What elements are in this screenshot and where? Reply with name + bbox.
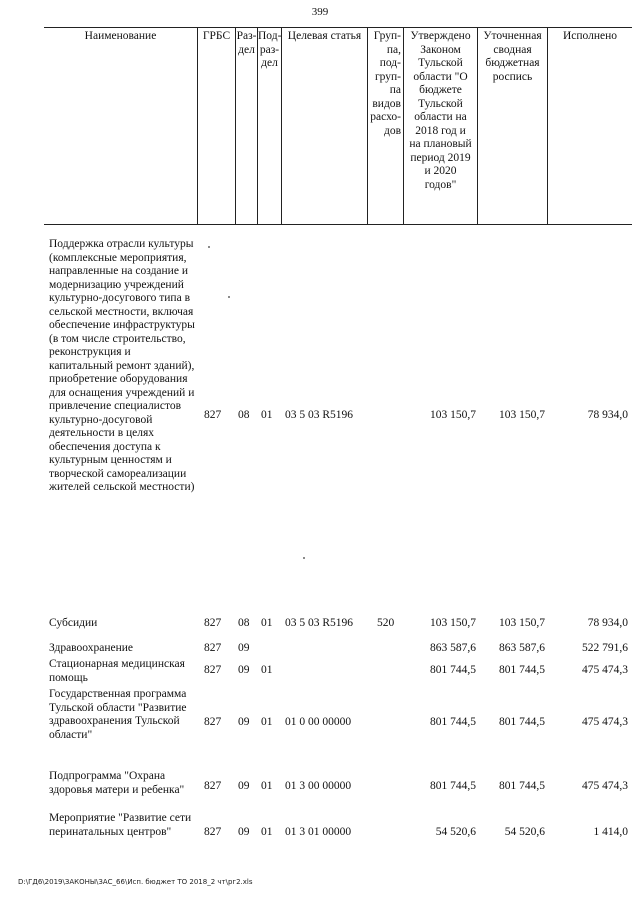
header-utochnennaya (478, 28, 548, 224)
header-ispolneno (548, 28, 632, 224)
row-ispolneno: 475 474,3 (582, 716, 628, 728)
page-number: 399 (311, 6, 329, 18)
header-tselevaya (282, 28, 368, 224)
file-path-footer: D:\ГД6\2019\ЗАКОНЫ\ЗАС_66\Исп. бюджет ТО 2018_2 чт\рг2.xls (18, 878, 253, 886)
row-name: Подпрограмма "Охрана здоровья матери и ребенка" (49, 770, 185, 796)
header-utverzhdeno-line: Законом (420, 43, 461, 56)
row-tselevaya: 03 5 03 R5196 (285, 409, 354, 421)
header-utverzhdeno-line: Утверждено (410, 30, 471, 42)
header-utverzhdeno-line: Тульской (418, 57, 463, 69)
header-utochnennaya-line: роспись (492, 70, 533, 83)
row-name: Государственная программа Тульской области "Развитие здравоохранения Тульской области" (49, 688, 187, 741)
row-tselevaya: 01 3 01 00000 (285, 826, 352, 838)
header-podrazdel (258, 28, 282, 224)
header-grbs (198, 28, 236, 224)
header-name (44, 28, 198, 224)
row-ispolneno: 522 791,6 (582, 642, 628, 654)
row-utverzhdeno: 103 150,7 (430, 409, 476, 421)
row-utochnennaya: 103 150,7 (499, 617, 545, 629)
row-utverzhdeno: 103 150,7 (430, 617, 476, 629)
row-razdel: 09 (238, 826, 250, 838)
row-podrazdel: 01 (261, 664, 273, 676)
row-razdel: 09 (238, 780, 250, 792)
scan-speck (208, 246, 210, 248)
row-grbs: 827 (204, 642, 222, 654)
row-utochnennaya: 801 744,5 (499, 716, 545, 728)
header-razdel-line: дел (238, 43, 255, 56)
header-utochnennaya-line: Уточненная (483, 30, 542, 42)
row-grbs: 827 (204, 716, 222, 728)
row-ispolneno: 78 934,0 (587, 617, 628, 629)
header-ispolneno-label: Исполнено (562, 30, 618, 42)
header-gruppa-line: расхо- (370, 111, 401, 123)
header-utverzhdeno-line: период 2019 (410, 151, 471, 164)
row-utochnennaya: 54 520,6 (504, 826, 545, 838)
row-name: Субсидии (49, 617, 98, 629)
header-gruppa-line: видов (372, 97, 401, 110)
row-razdel: 09 (238, 664, 250, 676)
header-utochnennaya-line: бюджетная (485, 57, 540, 69)
row-utochnennaya: 801 744,5 (499, 780, 545, 792)
row-podrazdel: 01 (261, 409, 273, 421)
header-utverzhdeno-line: Тульской (418, 97, 463, 110)
row-podrazdel: 01 (261, 780, 273, 792)
row-ispolneno: 475 474,3 (582, 664, 628, 676)
header-gruppa-line: па (389, 84, 401, 96)
row-tselevaya: 01 3 00 00000 (285, 780, 352, 792)
header-razdel-line: Раз- (236, 30, 257, 42)
row-razdel: 08 (238, 617, 250, 629)
header-podrazdel-line: дел (261, 57, 278, 69)
row-name: Поддержка отрасли культуры (комплексные мероприятия, направленные на создание и модернизацию учреждений культурно-досугового типа в сельской местности, включая обеспечение инфраструктуры (в том числе строительство, реконструкция и капитальный ремонт зданий), приобретение оборудования для оснащения учреждений и привлечение специалистов культурно-досуговой деятельности в целях обеспечения доступа к культурным ценностям и творческой самореализации жителей сельской местности) (49, 238, 195, 493)
row-grbs: 827 (204, 664, 222, 676)
row-utochnennaya: 863 587,6 (499, 642, 545, 654)
header-gruppa-line: груп- (374, 70, 401, 83)
header-utverzhdeno-line: области на (414, 111, 467, 123)
header-gruppa-line: Груп- (373, 30, 401, 42)
header-razdel (236, 28, 258, 224)
header-utverzhdeno-line: и 2020 (424, 165, 457, 177)
row-razdel: 09 (238, 716, 250, 728)
row-ispolneno: 475 474,3 (582, 780, 628, 792)
header-grbs-label: ГРБС (202, 30, 231, 42)
scan-speck (228, 296, 230, 298)
row-tselevaya: 01 0 00 00000 (285, 716, 352, 728)
header-gruppa-line: дов (383, 124, 401, 137)
header-utverzhdeno (404, 28, 478, 224)
row-utochnennaya: 103 150,7 (499, 409, 545, 421)
row-utverzhdeno: 801 744,5 (430, 716, 476, 728)
row-grbs: 827 (204, 780, 222, 792)
row-utverzhdeno: 863 587,6 (430, 642, 476, 654)
row-name: Здравоохранение (49, 642, 134, 654)
header-utverzhdeno-line: годов" (424, 178, 457, 191)
row-podrazdel: 01 (261, 617, 273, 629)
row-name: Мероприятие "Развитие сети перинатальных центров" (49, 812, 192, 838)
row-grbs: 827 (204, 826, 222, 838)
table-header (44, 27, 632, 225)
row-grbs: 827 (204, 617, 222, 629)
row-ispolneno: 78 934,0 (587, 409, 628, 421)
row-utverzhdeno: 54 520,6 (435, 826, 476, 838)
row-vid: 520 (377, 617, 395, 629)
row-utverzhdeno: 801 744,5 (430, 780, 476, 792)
row-utverzhdeno: 801 744,5 (430, 664, 476, 676)
header-gruppa (368, 28, 404, 224)
header-utverzhdeno-line: бюджете (419, 84, 462, 96)
header-utverzhdeno-line: на плановый (409, 138, 472, 150)
header-name-label: Наименование (84, 30, 157, 42)
header-podrazdel-line: раз- (259, 43, 280, 56)
row-podrazdel: 01 (261, 826, 273, 838)
header-gruppa-line: под- (379, 57, 401, 69)
row-tselevaya: 03 5 03 R5196 (285, 617, 354, 629)
scan-speck (303, 557, 305, 559)
row-utochnennaya: 801 744,5 (499, 664, 545, 676)
header-utverzhdeno-line: области "О (413, 70, 468, 83)
row-razdel: 09 (238, 642, 250, 654)
header-utochnennaya-line: сводная (493, 43, 532, 56)
header-podrazdel-line: Под- (258, 30, 282, 42)
row-razdel: 08 (238, 409, 250, 421)
header-utverzhdeno-line: 2018 год и (415, 124, 466, 137)
header-tselevaya-label: Целевая статья (287, 30, 362, 42)
row-podrazdel: 01 (261, 716, 273, 728)
row-grbs: 827 (204, 409, 222, 421)
header-gruppa-line: па, (386, 43, 401, 56)
row-name: Стационарная медицинская помощь (49, 658, 185, 684)
row-ispolneno: 1 414,0 (593, 826, 628, 838)
